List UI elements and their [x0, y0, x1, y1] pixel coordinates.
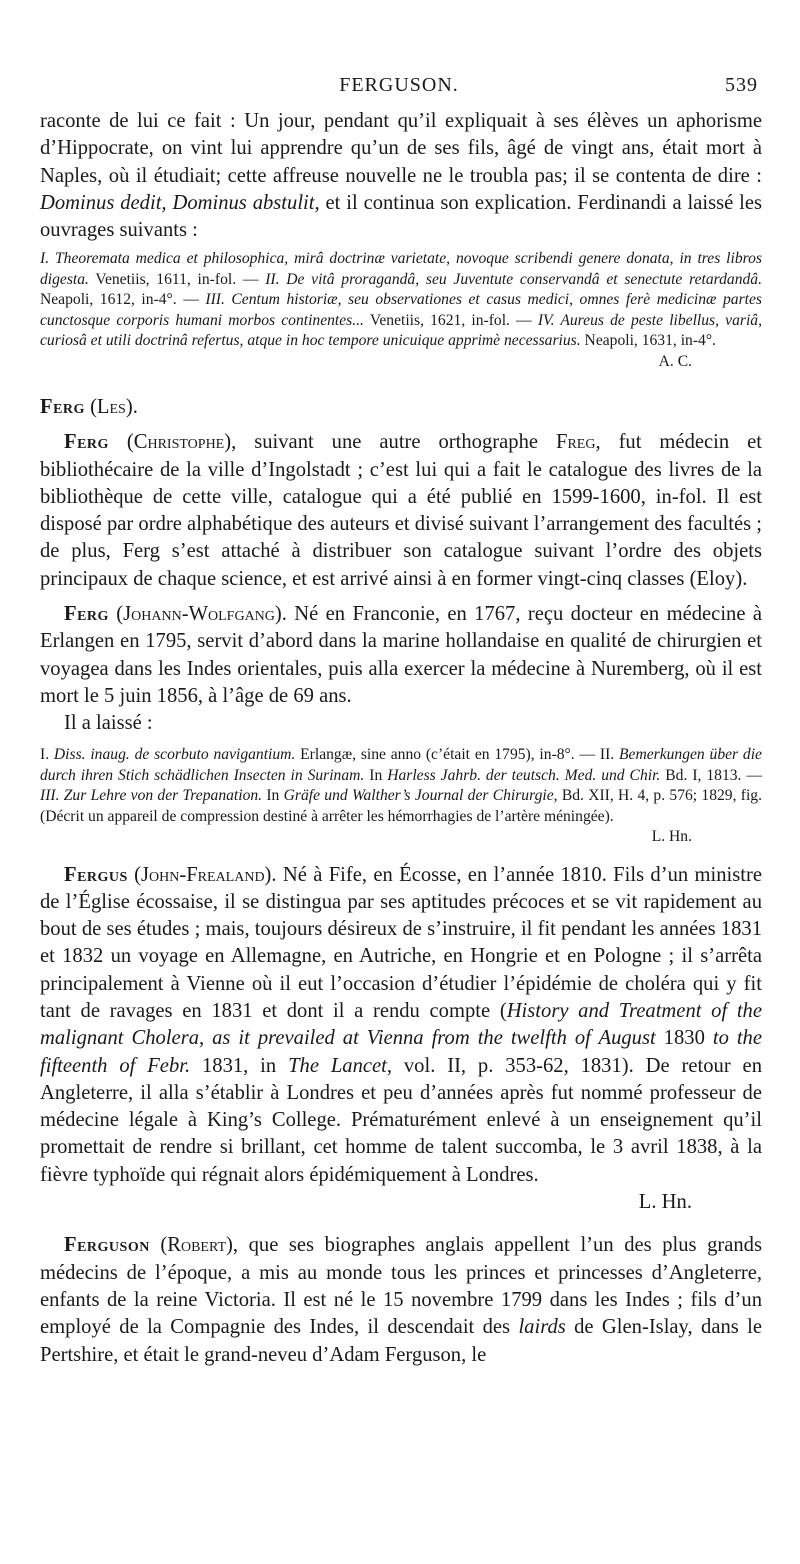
work-title: II. De vitâ proragandâ, seu Juventute conservandâ et senectute retardandâ. — [265, 270, 763, 288]
alt-spelling: Freg — [555, 431, 596, 454]
work-title: Diss. inaug. de scorbuto navigantium. — [53, 746, 296, 764]
italic-word: lairds — [518, 1316, 566, 1339]
forename: (Robert) — [149, 1234, 233, 1257]
work-imprint: Venetiis, 1611, in-fol. — — [88, 270, 266, 288]
entry-text: , que ses biographes anglais appellent l’un des plus grands médecins de l’époque, a mis au monde tous les princes et princesses d’Angleterre, enfants de la reine Victoria. Il est né le 15 novembre 1799 dans les Indes ; fils d’un employé de la Compagnie des Indes, il descendait des — [40, 1234, 762, 1339]
work-title: III. Centum historiæ, seu observationes et casus medici, omnes ferè medicinæ partes cunctosque corporis humani morbos continentes... — [40, 291, 762, 329]
work-date: 1830 — [655, 1027, 713, 1050]
work-title: History and Treatment of the malignant Cholera, as it prevailed at Vienna from the twelfth of August — [40, 1000, 762, 1050]
entry-text: . Né en Franconie, en 1767, reçu docteur en médecine à Erlangen en 1795, servit d’abord dans la marine hollandaise en qualité de chirurgien et voyagea dans les Indes orientales, puis alla exercer la médecine à Nuremberg, où il est mort le 5 juin 1856, à l’âge de 69 ans. — [40, 603, 762, 707]
page-number: 539 — [725, 74, 758, 96]
work-date: 1831, in — [190, 1054, 289, 1077]
ferg-johann-works — [40, 745, 762, 827]
entry-text: . Né à Fife, en Écosse, en l’année 1810. Fils d’un ministre de l’Église écossaise, il se distingua par ses aptitudes précoces et se vit rapidement au bout de ses études ; mais, toujours désireux de s’instruire, il fit pendant les années 1831 et 1832 un voyage en Allemagne, en Autriche, en Hongrie et en Pologne ; il s’arrêta principalement à Vienne où il eut l’occasion d’étudier l’épidémie de choléra qui y fit tant de ravages en 1831 et dont il a rendu compte ( — [40, 863, 762, 1022]
work-imprint: Neapoli, 1612, in-4°. — — [40, 291, 206, 309]
entry-text: , vol. II, p. 353-62, 1831). De retour en Angleterre, il alla s’établir à Londres et peu d’années après fut nommé professeur de médecine légale à King’s College. Prématurément enlevé à un enseignement qu’il promettait de rendre si brillant, cet homme de talent succomba, le 3 avril 1838, à la fièvre typhoïde qui régnait alors épidémiquement à Londres. — [40, 1054, 762, 1186]
ferdinandi-signature: A. C. — [658, 352, 692, 370]
ferg-christophe-entry — [40, 429, 762, 593]
page-body — [40, 108, 762, 1369]
work-imprint: Erlangæ, sine anno (c’était en 1795), in-8°. — — [295, 746, 600, 764]
work-imprint: In — [364, 766, 388, 784]
forename: (John-Frealand) — [127, 863, 272, 886]
headword: Fergus — [64, 863, 128, 886]
work-title: I. Theoremata medica et philosophica, mirâ doctrinæ varietate, novoque scribendi genere donata, in tres libros digesta. — [40, 250, 762, 288]
work-title: IV. Aureus de peste libellus, variâ, curiosâ et utili doctrinâ refertus, atque in hoc tempore unicuique apprimè necessarius. — [40, 311, 762, 350]
headword: Ferg — [64, 431, 109, 454]
ferdinandi-text-2: et il continua son explication. Ferdinandi a laissé les ouvrages suivants : — [40, 191, 762, 242]
entry-text: , fut médecin et bibliothécaire de la ville d’Ingolstadt ; c’est lui qui a fait le catalogue des livres de la bibliothèque de cette ville, catalogue qui a été publié en 1599-1600, in-fol. Il est disposé par ordre alphabétique des auteurs et divisé suivant l’arrangement des facultés ; de plus, Ferg s’est attaché à distribuer son catalogue suivant l’ordre des objets principaux de chaque science, et est arrivé ainsi à en former vingt-cinq classes (Eloy). — [40, 431, 762, 590]
fergus-entry — [40, 862, 762, 1190]
journal-title: The Lancet — [288, 1054, 387, 1077]
headword: Ferguson — [64, 1234, 150, 1257]
ferdinandi-text-1: raconte de lui ce fait : Un jour, pendant qu’il expliquait à ses élèves un aphorisme d’Hippocrate, on vint lui apprendre qu’un de ses fils, âgé de vingt ans, était mort à Naples, où il étudiait; cette affreuse nouvelle ne le troubla pas; il se contenta de dire : — [40, 110, 762, 187]
headword: Ferg — [40, 395, 85, 418]
headword: Ferg — [64, 603, 109, 625]
entry-text: de Glen-Islay, dans le Pertshire, et était le grand-neveu d’Adam Ferguson, le — [40, 1316, 762, 1366]
running-header — [40, 74, 758, 104]
work-label: I. — [40, 746, 54, 764]
work-label: II. — [599, 746, 619, 764]
work-title: to the fifteenth of Febr. — [40, 1027, 762, 1077]
headword-qualifier: (Les). — [84, 395, 138, 418]
running-title: FERGUSON. — [339, 74, 459, 96]
ferg-johann-entry — [40, 601, 762, 710]
work-imprint: Bd. XII, H. 4, p. 576; 1829, fig. (Décrit un appareil de compression destiné à arrêter les hémorrhagies de l’artère méningée). — [40, 787, 762, 825]
forename: (Johann-Wolfgang) — [108, 603, 282, 625]
journal-title: Harless Jahrb. der teutsch. Med. und Chir. — [387, 766, 661, 784]
work-imprint: Venetiis, 1621, in-fol. — — [363, 311, 538, 329]
ferguson-entry — [40, 1232, 762, 1368]
work-imprint: In — [262, 787, 284, 805]
fergus-signature: L. Hn. — [638, 1191, 692, 1214]
forename: (Christophe) — [108, 431, 232, 454]
journal-title: Gräfe und Walther’s Journal der Chirurgie, — [283, 787, 558, 805]
work-imprint: Bd. I, 1813. — — [660, 766, 762, 784]
ferdinandi-paragraph — [40, 108, 762, 244]
ferg-johann-signature: L. Hn. — [651, 828, 692, 846]
work-title: Bemerkungen über die durch ihren Stich schädlichen Insecten in Surinam. — [40, 746, 762, 784]
ferg-johann-left: Il a laissé : — [64, 712, 153, 735]
work-title: III. Zur Lehre von der Trepanation. — [40, 787, 263, 805]
work-imprint: Neapoli, 1631, in-4°. — [580, 332, 716, 350]
ferdinandi-quote: Dominus dedit, Dominus abstulit, — [40, 191, 320, 214]
ferg-les-heading — [40, 394, 762, 421]
entry-text: , suivant une autre orthographe — [231, 431, 556, 454]
ferdinandi-works — [40, 249, 762, 351]
